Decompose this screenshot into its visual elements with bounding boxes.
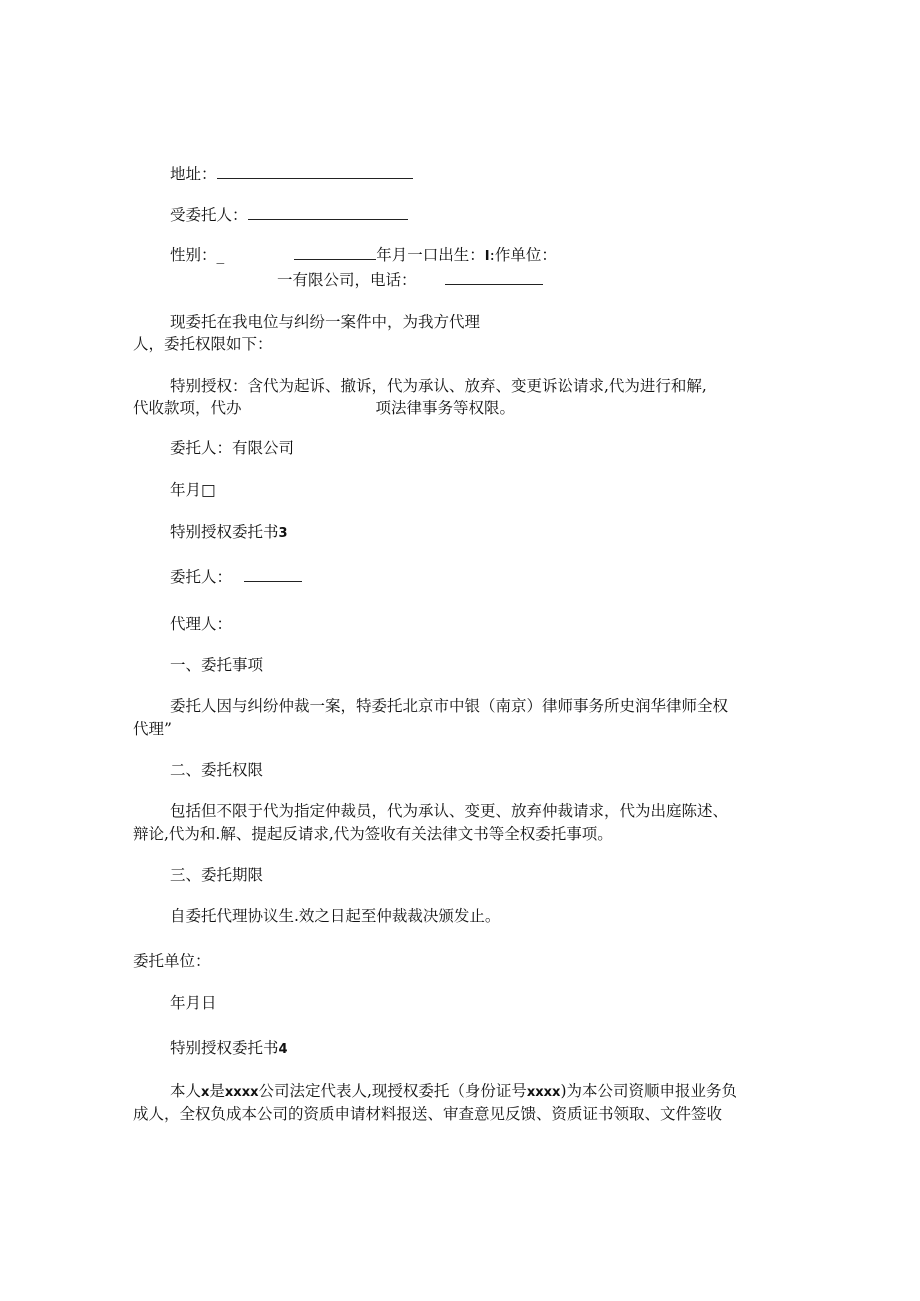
- paragraph-4-line-1: 本人x是xxxx公司法定代表人,现授权委托（身份证号xxxx)为本公司资顺申报业务负: [170, 1082, 738, 1100]
- section-2-text-2: 辩论,代为和.解、提起反请求,代为签收有关法律文书等全权委托事项。: [133, 825, 613, 843]
- heading-special-4: 特别授权委托书4: [170, 1039, 288, 1057]
- section-2-heading: 二、委托权限: [170, 761, 264, 779]
- special-line-1: 特别授权：含代为起诉、撤诉，代为承认、放弃、变更诉讼请求,代为进行和解,: [170, 377, 707, 395]
- gender-blank: [294, 245, 376, 260]
- paragraph-4-line-2: 成人，全权负成本公司的资质申请材料报送、审查意见反馈、资质证书领取、文件签收: [133, 1105, 723, 1123]
- company-line: [277, 270, 543, 290]
- gender-line: [170, 245, 557, 267]
- unit-line: 委托单位：: [133, 952, 211, 970]
- section-1-heading: 一、委托事项: [170, 656, 264, 674]
- date-line-1: 年月□: [170, 481, 216, 499]
- date-line-2: 年月日: [170, 994, 217, 1012]
- section-1-text-2: 代理”: [133, 720, 172, 738]
- birth-label: 年月一口出生：: [376, 246, 485, 264]
- entrust-line-1: 现委托在我电位与纠纷一案件中，为我方代理: [170, 313, 481, 331]
- address-line: [170, 164, 413, 184]
- agent-line: 代理人：: [170, 615, 233, 633]
- section-2-text-1: 包括但不限于代为指定仲裁员，代为承认、变更、放弃仲裁请求，代为出庭陈述、: [170, 802, 729, 820]
- principal2-blank: [244, 567, 302, 582]
- company-label: 一有限公司，电话：: [277, 271, 417, 289]
- entrust-line-2: 人，委托权限如下：: [133, 335, 273, 353]
- trustee-blank: [248, 205, 408, 220]
- section-3-text: 自委托代理协议生.效之日起至仲裁裁决颁发止。: [170, 907, 501, 925]
- work-i: I: [484, 249, 490, 264]
- section-1-text-1: 委托人因与纠纷仲裁一案，特委托北京市中银（南京）律师事务所史润华律师全权: [170, 697, 729, 715]
- principal2-line: 委托人：: [170, 567, 302, 587]
- trustee-label: 受委托人：: [170, 206, 248, 224]
- heading-special-3: 特别授权委托书3: [170, 523, 288, 541]
- address-blank: [217, 164, 413, 179]
- principal-line: 委托人：有限公司: [170, 439, 295, 457]
- work-unit-label: :作单位：: [489, 246, 557, 264]
- trustee-line: [170, 205, 408, 225]
- gender-label: 性别：_: [170, 246, 225, 264]
- phone-blank: [445, 270, 543, 285]
- section-3-heading: 三、委托期限: [170, 866, 264, 884]
- address-label: 地址：: [170, 165, 217, 183]
- special-line-2: 代收款项，代办 项法律事务等权限。: [133, 399, 516, 417]
